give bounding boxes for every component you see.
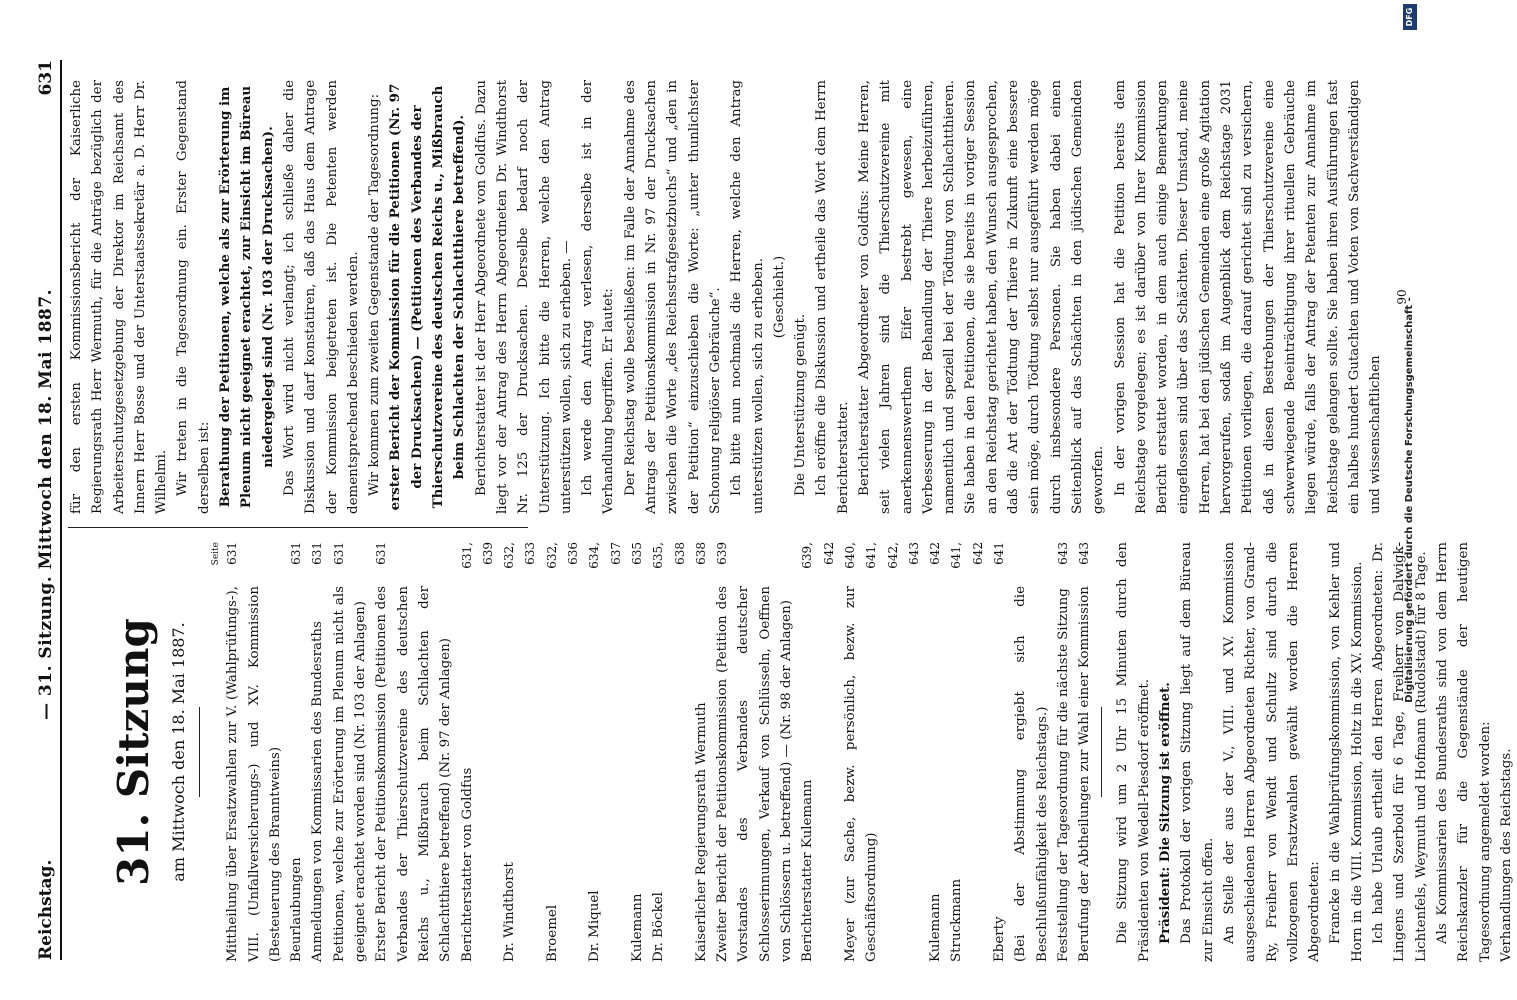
toc-entry xyxy=(307,542,328,962)
toc-entry xyxy=(286,542,307,962)
agenda-item-one: Berathung der Petitionen, welche als zur Erörterung im Plenum nicht geeignet erachtet, zur Einsicht im Büreau niedergelegt sind (Nr. 103 der Drucksachen). xyxy=(217,85,276,509)
toc-entry-text: Beurlaubungen xyxy=(289,857,305,962)
rapporteur-speech-continued: In der vorigen Session hat die Petition bereits dem Reichstage vorgelegen; es ist darüber von Ihrer Kommission Bericht erstattet worden, in dem auch einige Bemerkungen eingeflossen sind über das Schächten. Dieser Umstand, meine Herren, hat bei den jüdischen Gemeinden eine große Agitation hervorgerufen, sodaß im Augenblick dem Reichstage 2031 Petitionen vorliegen, die darauf gerichtet sind zu versichern, daß in diesen Bestrebungen der Thierschutzvereine eine schwerwiegende Beeinträchtigung ihrer rituellen Gebräuche liegen würde, falls der Antrag der Petenten zur Annahme im Reichstage gelangen sollte. Sie haben ihren Ausführungen fast ein halbes hundert Gutachten und Voten von Sachverständigen und wissenschaftlichen xyxy=(1112,80,1384,514)
toc-entry xyxy=(989,542,1010,962)
toc-entry xyxy=(1074,542,1095,962)
toc-entry-page xyxy=(1010,542,1053,586)
agenda-item-two-intro: Wir kommen zum zweiten Gegenstande der Tagesordnung: xyxy=(367,93,383,496)
rapporteur-speech: Berichterstatter Abgeordneter von Goldfus: Meine Herren, seit vielen Jahren sind die Thierschutzvereine mit anerkennenswerthem Eifer bestrebt gewesen, eine Verbesserung in der Behandlung der Thiere herbeizuführen, namentlich und speziell bei der Tödtung von Schlachtthieren. Sie haben in den Petitionen, die sie bereits in voriger Session an den Reichstag gerichtet haben, den Wunsch ausgesprochen, daß die Art der Tödtung der Thiere in Zukunft eine bessere sein möge, durch Tödtung selbst nur ausgeführt werden möge durch insbesondere Personen. Sie haben dabei einen Seitenblick auf das Schächten in den jüdischen Gemeinden geworfen. xyxy=(856,80,1107,514)
opening-paragraph: Die Sitzung wird um 2 Uhr 15 Minuten durch den Präsidenten von Wedell-Piesdorf eröffnet. xyxy=(1115,542,1152,962)
toc-entry-text: Struckmann xyxy=(949,878,965,962)
left-column xyxy=(66,542,1517,962)
toc-entry-page: 631, 639 xyxy=(459,542,495,569)
toc-entry xyxy=(925,542,946,962)
toc-entry-text: Dr. Miquel xyxy=(587,890,603,962)
motion-text: Der Reichstag wolle beschließen: im Falle der Annahme des Antrags der Petitionskommission in Nr. 97 der Drucksachen zwischen die Worte „des Reichsstrafgesetzbuchs“ und „den in der Petition“ einzuschieben die Worte: „unter thunlichster Schonung religiöser Gebräuche“. xyxy=(622,80,723,514)
seite-label: Seite xyxy=(211,542,222,566)
header-session: — 31. Sitzung. Mittwoch den 18. Mai 1887. xyxy=(36,288,56,720)
toc-entry xyxy=(542,542,585,962)
toc-entry xyxy=(457,542,500,962)
toc-entry-page: 643 xyxy=(1055,542,1070,565)
toc-entry-page: 634, 637 xyxy=(587,542,623,569)
toc-entry-text: Kaiserlicher Regierungsrath Wermuth xyxy=(693,702,709,962)
toc-entry-text: Erster Bericht der Petitionskommission (Petitionen des Verbandes der Thierschutzvereine des deutschen Reichs u., Mißbrauch beim Schlachten der Schlachtthiere betreffend) (Nr. 97 der Anlagen) xyxy=(374,586,454,962)
commissioners-paragraph: Als Kommissarien des Bundesraths sind von dem Herrn Reichskanzler für die Gegenstände der heutigen Tagesordnung angemeldet worden: xyxy=(1434,542,1493,962)
column-rule xyxy=(68,527,528,528)
toc-entry-text: Petitionen, welche zur Erörterung im Plenum nicht als geeignet erachtet worden sind (Nr. 103 der Anlagen) xyxy=(331,586,369,962)
toc-entry-page: 631 xyxy=(289,542,304,565)
signature-mark: 90 xyxy=(1395,289,1410,305)
rapporteur-paragraph: Berichterstatter ist der Herr Abgeordnete von Goldfus. Dazu liegt vor der Antrag des Herrn Abgeordneten Dr. Windthorst Nr. 125 der Drucksachen. Derselbe bedarf noch der Unterstützung. Ich bitte die Herren, welche den Antrag unterstützen wollen, sich zu erheben. — xyxy=(473,80,574,514)
toc-entry-text: Mittheilung über Ersatzwahlen zur V. (Wahlprüfungs-), VIII. (Unfallversicherungs-) und XV. Kommission (Besteuerung des Branntweins) xyxy=(225,586,283,962)
toc-entry xyxy=(691,542,712,962)
toc-entry-text: Kulemann xyxy=(928,893,944,962)
elected-paragraph: Francke in die Wahlprüfungskommission, von Kehler und Horn in die VIII. Kommission, Holtz in die XV. Kommission. xyxy=(1328,542,1365,962)
agenda-intro: Wir treten in die Tagesordnung ein. Erster Gegenstand derselben ist: xyxy=(175,80,212,514)
commission-paragraph: An Stelle der aus der V., VIII. und XV. Kommission ausgeschiedenen Herren Abgeordneten Richter, von Grand-Ry, Freiherr von Wendt und Schultz sind durch die vollzogenen Ersatzwahlen gewählt worden die Herren Abgeordneten: xyxy=(1221,542,1323,962)
toc-entry xyxy=(371,542,456,962)
toc-entry-page: 632, 633 xyxy=(502,542,538,569)
toc-entry-text: Zweiter Bericht der Petitionskommission (Petition des Vorstandes des Verbandes deutscher Schlosserinnungen, Verkauf von Schlüsseln, Oeffnen von Schlössern u. betreffend) — (Nr. 98 der Anlagen) xyxy=(715,586,795,962)
toc-entry-page: 638 xyxy=(693,542,708,565)
session-date: am Mittwoch den 18. Mai 1887. xyxy=(169,622,188,882)
toc-entry-page: 631 xyxy=(374,542,389,565)
toc-entry xyxy=(648,542,691,962)
page-number: 631 xyxy=(36,60,56,96)
toc-entry-page: 632, 636 xyxy=(544,542,581,569)
toc-entry-page: 640, 641, 642, 643 xyxy=(842,542,921,569)
toc-entry-text: Dr. Böckel xyxy=(651,892,667,962)
table-of-contents xyxy=(222,542,1095,962)
toc-entry xyxy=(797,542,840,962)
support-request: Ich bitte nun nochmals die Herren, welche den Antrag unterstützen wollen, sich zu erheben. xyxy=(729,80,766,514)
divider xyxy=(1101,707,1102,797)
toc-entry-page: 631 xyxy=(225,542,240,565)
toc-entry-page: 641 xyxy=(991,542,1006,565)
toc-entry xyxy=(499,542,542,962)
discussion-opened: Ich eröffne die Diskussion und ertheile das Wort dem Herrn Berichterstatter. xyxy=(814,80,851,514)
toc-entry-text: (Bei der Abstimmung ergiebt sich die Beschlußunfähigkeit des Reichstags.) xyxy=(1013,586,1050,962)
toc-entry-page: 639, 642 xyxy=(800,542,836,569)
toc-entry-page: 639 xyxy=(715,542,730,565)
publication-footer: Verhandlungen des Reichstags. xyxy=(1498,748,1514,962)
header-left: Reichstag. xyxy=(36,859,56,960)
toc-entry-text: Berichterstatter Kulemann xyxy=(800,779,816,962)
toc-entry-text: Kulemann xyxy=(629,893,645,962)
toc-entry xyxy=(584,542,627,962)
toc-entry-page: 642 xyxy=(928,542,943,565)
discussion-closed: Das Wort wird nicht verlangt; ich schließe daher die Diskussion und darf konstatiren, daß das Haus dem Antrage der Kommission beigetreten ist. Die Petenten werden dementsprechend beschieden werden. xyxy=(281,80,361,514)
protocol-paragraph: Das Protokoll der vorigen Sitzung liegt auf dem Büreau zur Einsicht offen. xyxy=(1179,542,1216,962)
toc-entry-text: Eberty xyxy=(991,916,1007,962)
happens-note: (Geschieht.) xyxy=(771,255,787,339)
running-header xyxy=(34,60,62,960)
right-column xyxy=(66,80,1414,514)
toc-entry-page: 635 xyxy=(629,542,644,565)
digitization-credit: Digitalisierung gefördert durch die Deutsche Forschungsgemeinschaft - xyxy=(1404,297,1415,703)
toc-entry xyxy=(627,542,648,962)
toc-entry-page: 641, 642 xyxy=(949,542,985,569)
commissioners-list: für den ersten Kommissionsbericht der Kaiserliche Regierungsrath Herr Wermuth, für die Anträge bezüglich der Arbeiterschutzgesetzgebung der Direktor im Reichsamt des Innern Herr Bosse und der Unterstaatssekretär a. D. Herr Dr. Wilhelmi. xyxy=(69,80,170,514)
toc-entry-text: Dr. Windthorst xyxy=(502,862,518,962)
toc-entry-text: Feststellung der Tagesordnung für die nächste Sitzung xyxy=(1055,588,1071,962)
leave-paragraph: Ich habe Urlaub ertheilt den Herren Abgeordneten: Dr. Lingens und Szerbold für 6 Tage, Freiherr von Dalwigk-Lichtenfels, Weymuth und Hofmann (Rudolstadt) für 8 Tage. xyxy=(1371,542,1429,962)
toc-entry-page: 631 xyxy=(310,542,325,565)
toc-entry-text: Broemel xyxy=(544,904,560,962)
agenda-item-two: erster Bericht der Kommission für die Petitionen (Nr. 97 der Drucksachen) — (Petitionen des Verbandes der Thierschutzvereine des deutschen Reichs u., Mißbrauch beim Schlachten der Schlachtthiere betreffend). xyxy=(387,83,468,511)
toc-entry-text: Berufung der Abtheilungen zur Wahl einer Kommission xyxy=(1077,586,1093,962)
dfg-logo: DFG xyxy=(1403,4,1417,30)
divider xyxy=(199,707,200,797)
toc-entry xyxy=(329,542,372,962)
support-sufficient: Die Unterstützung genügt. xyxy=(793,313,809,496)
toc-entry-page: 631 xyxy=(331,542,346,565)
toc-entry xyxy=(1053,542,1074,962)
motion-read: Ich werde den Antrag verlesen, derselbe ist in der Verhandlung begriffen. Er lautet: xyxy=(580,80,617,514)
toc-entry xyxy=(1010,542,1053,962)
toc-entry-text: Meyer (zur Sache, bezw. persönlich, bezw. zur Geschäftsordnung) xyxy=(842,586,880,962)
toc-entry xyxy=(840,542,925,962)
toc-entry-page: 643 xyxy=(1077,542,1092,565)
session-title: 31. Sitzung xyxy=(109,618,158,886)
toc-entry xyxy=(712,542,797,962)
toc-entry-text: Berichterstatter von Goldfus xyxy=(459,767,475,962)
toc-entry xyxy=(946,542,989,962)
president-statement: Präsident: Die Sitzung ist eröffnet. xyxy=(1157,682,1174,944)
toc-entry xyxy=(222,542,286,962)
toc-entry-text: Anmeldungen von Kommissarien des Bundesraths xyxy=(310,621,326,962)
toc-entry-page: 635, 638 xyxy=(651,542,687,569)
